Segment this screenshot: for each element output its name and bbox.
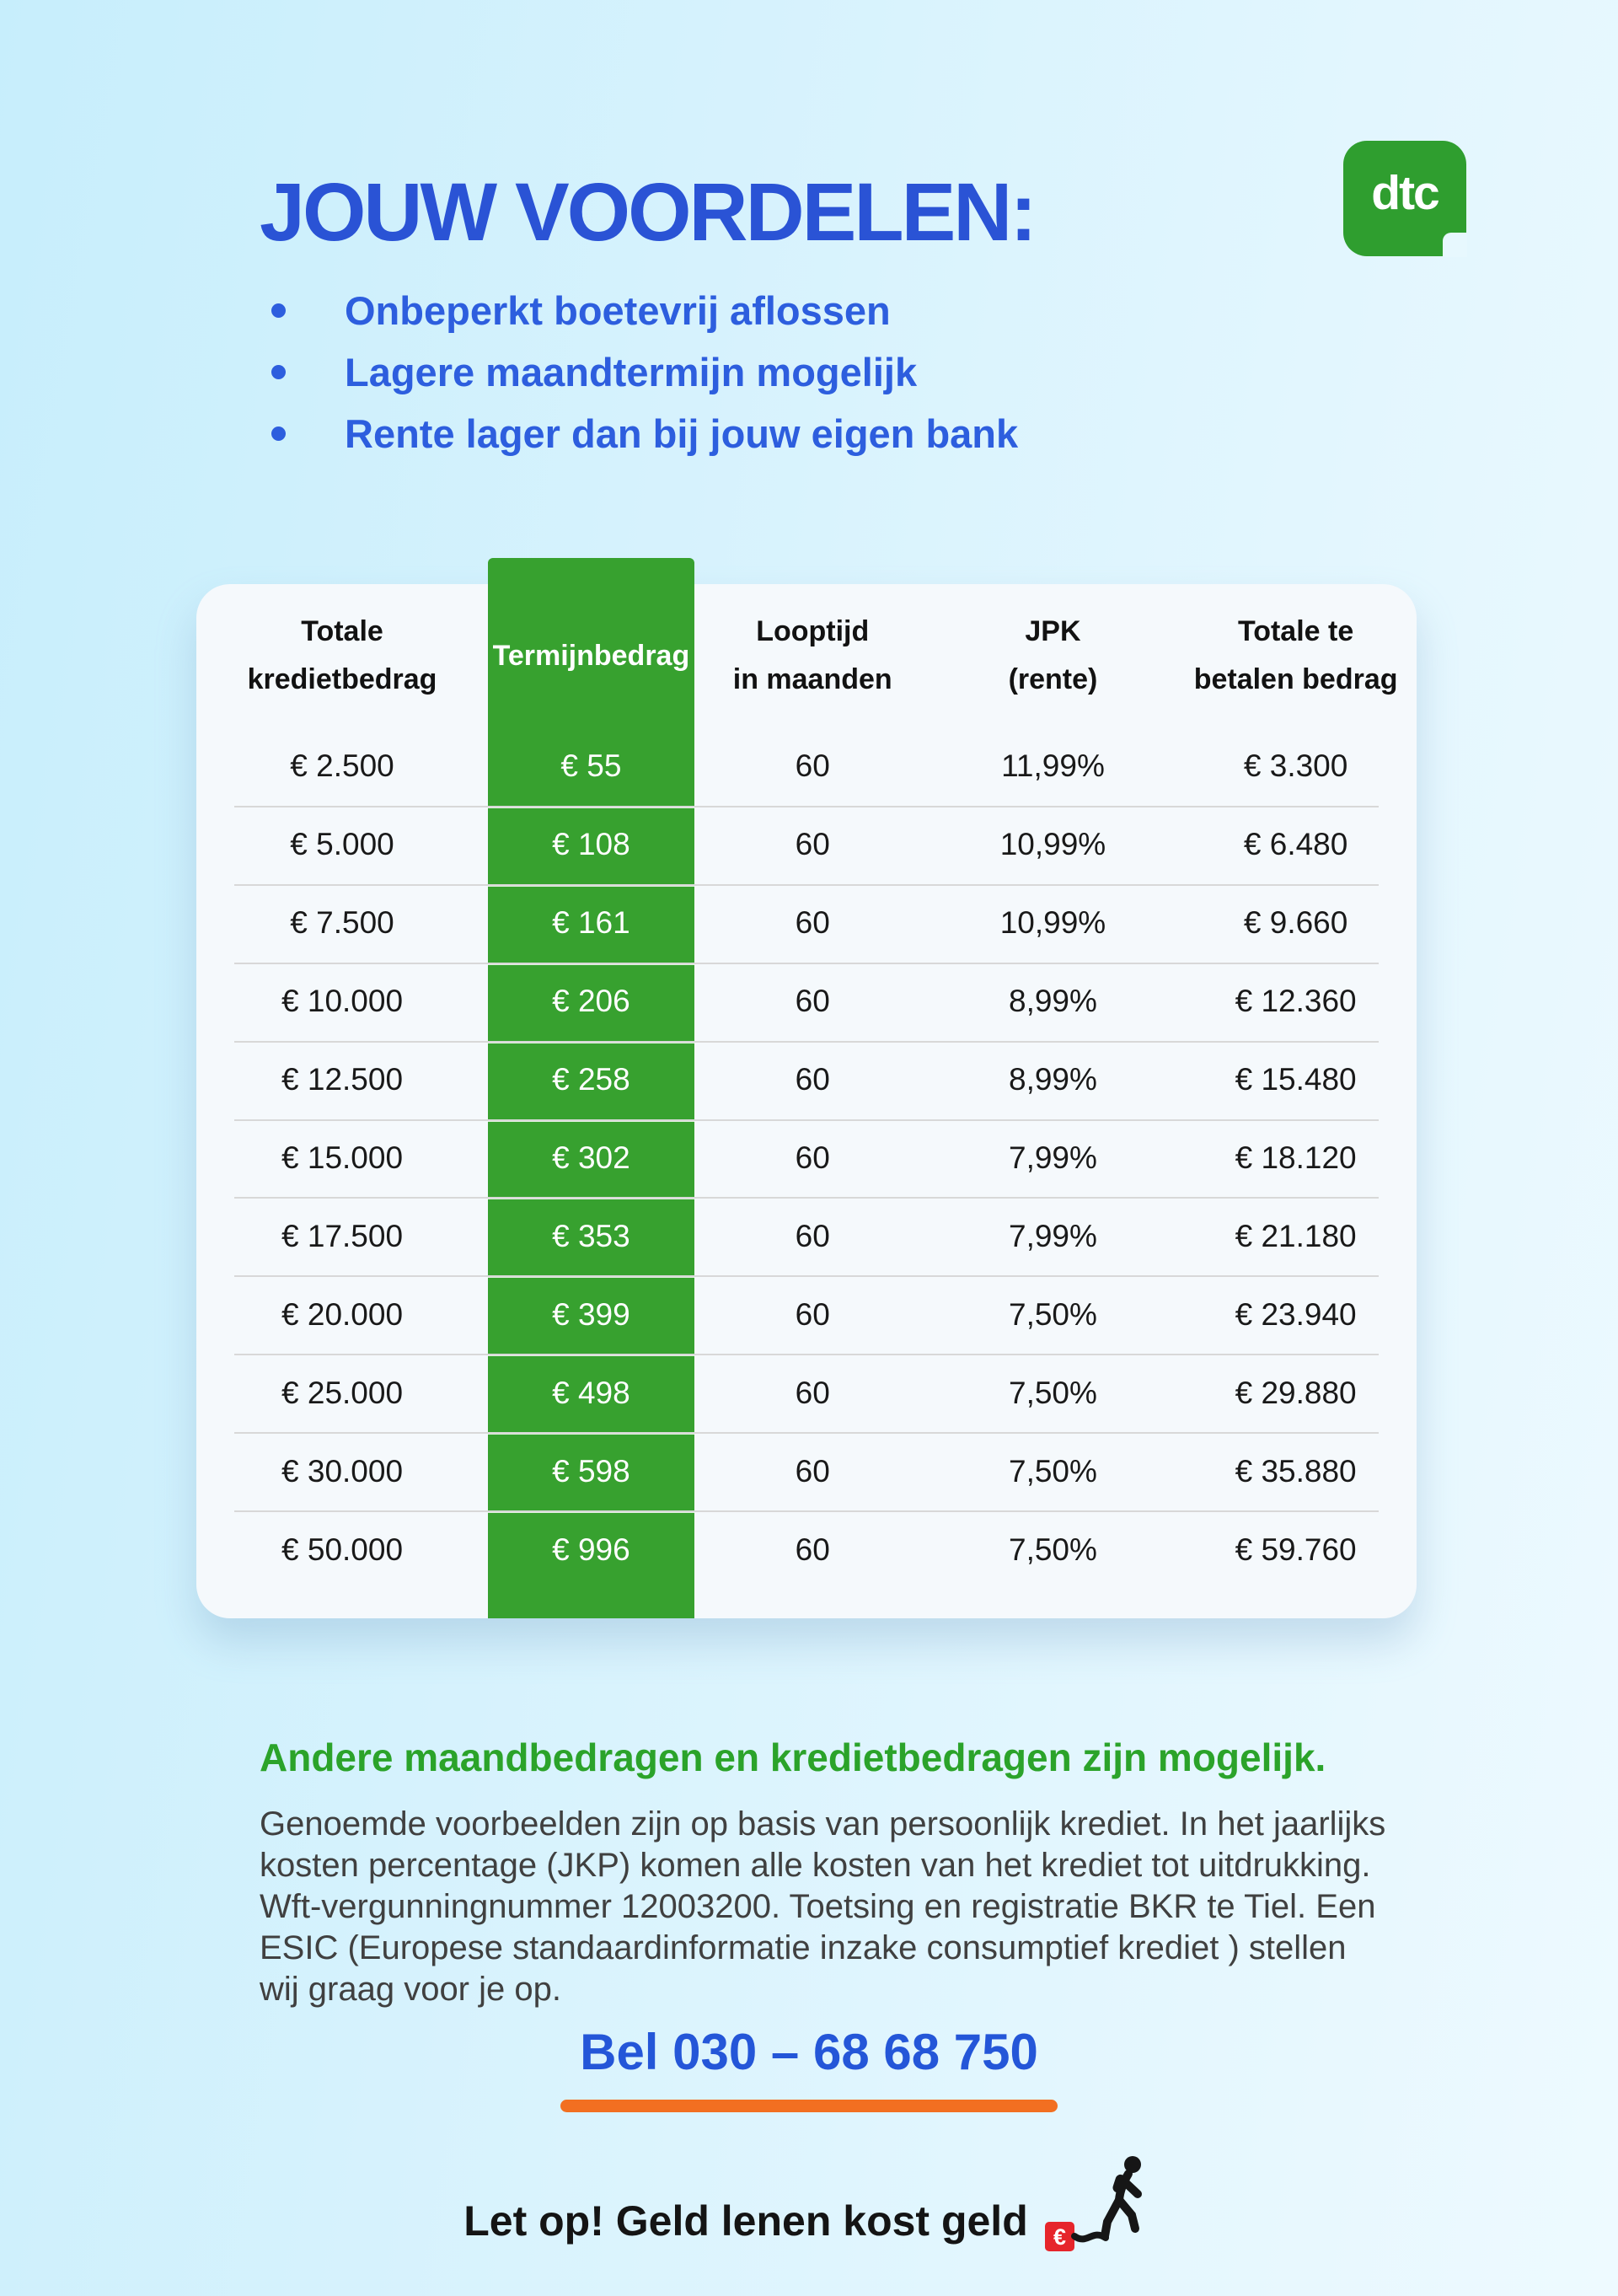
column-header-kredietbedrag: Totale kredietbedrag bbox=[247, 615, 437, 695]
dtc-logo bbox=[1343, 141, 1466, 256]
column-header-termijnbedrag: Termijn bedrag bbox=[492, 639, 690, 672]
table-cell: 11,99% bbox=[1001, 748, 1105, 784]
table-cell: € 29.880 bbox=[1235, 1375, 1357, 1410]
table-cell: € 996 bbox=[488, 1510, 694, 1589]
table-cell: 60 bbox=[795, 1453, 830, 1489]
table-cell: 7,50% bbox=[1009, 1453, 1097, 1489]
disclaimer-text: Genoemde voorbeelden zijn op basis van persoonlijk krediet. In het jaarlijks kosten percentage (JKP) komen alle kosten van het krediet tot uitdrukking. Wft-vergunningnummer 12003200. Toetsing en registratie BKR te Tiel. Een ESIC (Europese standaardinformatie inzake consumptief krediet ) stellen wij graag voor je op. bbox=[260, 1805, 1386, 2008]
table-cell: 7,50% bbox=[1009, 1375, 1097, 1410]
table-cell: 7,99% bbox=[1009, 1140, 1097, 1175]
table-cell: € 206 bbox=[488, 963, 694, 1041]
table-row bbox=[196, 1041, 1417, 1119]
table-cell: 60 bbox=[795, 905, 830, 941]
table-cell: € 7.500 bbox=[290, 905, 394, 941]
table-cell: 7,99% bbox=[1009, 1218, 1097, 1253]
table-row bbox=[196, 884, 1417, 963]
table-row bbox=[196, 963, 1417, 1041]
phone-number: Bel 030 – 68 68 750 bbox=[580, 2024, 1038, 2080]
table-cell: € 399 bbox=[488, 1275, 694, 1354]
page-title: JOUW VOORDELEN: bbox=[260, 166, 1035, 258]
table-cell: € 161 bbox=[488, 884, 694, 963]
benefits-list bbox=[271, 280, 1018, 464]
table-cell: € 15.480 bbox=[1235, 1062, 1357, 1097]
table-cell: € 2.500 bbox=[290, 748, 394, 784]
benefit-item bbox=[271, 403, 1018, 464]
table-cell: € 6.480 bbox=[1243, 827, 1348, 862]
table-cell: 8,99% bbox=[1009, 984, 1097, 1019]
table-cell: € 12.360 bbox=[1235, 984, 1357, 1019]
table-cell: € 15.000 bbox=[281, 1140, 404, 1175]
table-cell: 60 bbox=[795, 748, 830, 784]
table-body bbox=[196, 727, 1417, 1589]
table-cell: € 108 bbox=[488, 806, 694, 884]
table-cell: 60 bbox=[795, 1532, 830, 1567]
weight-euro-symbol: € bbox=[1053, 2224, 1066, 2250]
table-cell: 60 bbox=[795, 984, 830, 1019]
credit-warning bbox=[0, 2154, 1618, 2254]
table-cell: 7,50% bbox=[1009, 1296, 1097, 1332]
column-header-totaal: Totale te betalen bedrag bbox=[1193, 615, 1398, 695]
rates-table-card bbox=[196, 584, 1417, 1618]
table-cell: € 598 bbox=[488, 1432, 694, 1510]
table-cell: € 3.300 bbox=[1243, 748, 1348, 784]
table-cell: € 12.500 bbox=[281, 1062, 404, 1097]
table-row bbox=[196, 806, 1417, 884]
table-cell: € 25.000 bbox=[281, 1375, 404, 1410]
table-cell: 60 bbox=[795, 1375, 830, 1410]
benefit-label: Lagere maandtermijn mogelijk bbox=[345, 350, 918, 394]
table-cell: € 498 bbox=[488, 1354, 694, 1432]
column-header-jpk: JPK (rente) bbox=[1008, 615, 1098, 695]
subheading: Andere maandbedragen en kredietbedragen zijn mogelijk. bbox=[260, 1735, 1326, 1779]
bullet-dot-icon bbox=[271, 426, 286, 441]
money-drag-figure-icon bbox=[1043, 2154, 1155, 2254]
bullet-dot-icon bbox=[271, 303, 286, 318]
table-cell: 60 bbox=[795, 1140, 830, 1175]
table-row bbox=[196, 1510, 1417, 1589]
table-cell: € 20.000 bbox=[281, 1296, 404, 1332]
table-cell: 8,99% bbox=[1009, 1062, 1097, 1097]
table-cell: 60 bbox=[795, 1296, 830, 1332]
table-row bbox=[196, 1275, 1417, 1354]
table-cell: € 23.940 bbox=[1235, 1296, 1357, 1332]
orange-underline-decoration bbox=[560, 2100, 1058, 2112]
table-cell: € 353 bbox=[488, 1197, 694, 1275]
benefit-label: Onbeperkt boetevrij aflossen bbox=[345, 288, 891, 333]
table-cell: € 35.880 bbox=[1235, 1453, 1357, 1489]
benefit-label: Rente lager dan bij jouw eigen bank bbox=[345, 411, 1019, 456]
bullet-dot-icon bbox=[271, 365, 286, 379]
table-cell: € 30.000 bbox=[281, 1453, 404, 1489]
table-row bbox=[196, 1432, 1417, 1510]
table-row bbox=[196, 727, 1417, 806]
table-cell: 10,99% bbox=[999, 827, 1106, 862]
table-cell: 7,50% bbox=[1009, 1532, 1097, 1567]
table-cell: 60 bbox=[795, 827, 830, 862]
table-cell: € 5.000 bbox=[290, 827, 394, 862]
table-cell: € 10.000 bbox=[281, 984, 404, 1019]
table-row bbox=[196, 1119, 1417, 1198]
table-cell: € 21.180 bbox=[1235, 1218, 1357, 1253]
benefit-item bbox=[271, 341, 1018, 403]
table-cell: 60 bbox=[795, 1218, 830, 1253]
table-cell: € 50.000 bbox=[281, 1532, 404, 1567]
benefit-item bbox=[271, 280, 1018, 341]
phone-cta bbox=[0, 2023, 1618, 2112]
table-cell: € 59.760 bbox=[1235, 1532, 1357, 1567]
column-header-looptijd: Looptijd in maanden bbox=[732, 615, 892, 695]
table-cell: € 9.660 bbox=[1243, 905, 1348, 941]
table-cell: € 18.120 bbox=[1235, 1140, 1357, 1175]
table-row bbox=[196, 1197, 1417, 1275]
figure-silhouette bbox=[1105, 2156, 1141, 2236]
table-cell: 10,99% bbox=[999, 905, 1106, 941]
warning-text: Let op! Geld lenen kost geld bbox=[463, 2197, 1028, 2245]
table-cell: € 55 bbox=[560, 748, 622, 784]
table-cell: € 17.500 bbox=[281, 1218, 404, 1253]
table-cell: 60 bbox=[795, 1062, 830, 1097]
dtc-logo-text: dtc bbox=[1371, 165, 1439, 220]
table-cell: € 302 bbox=[488, 1119, 694, 1198]
table-cell: € 258 bbox=[488, 1041, 694, 1119]
table-row bbox=[196, 1354, 1417, 1432]
table-header-row bbox=[196, 584, 1417, 727]
